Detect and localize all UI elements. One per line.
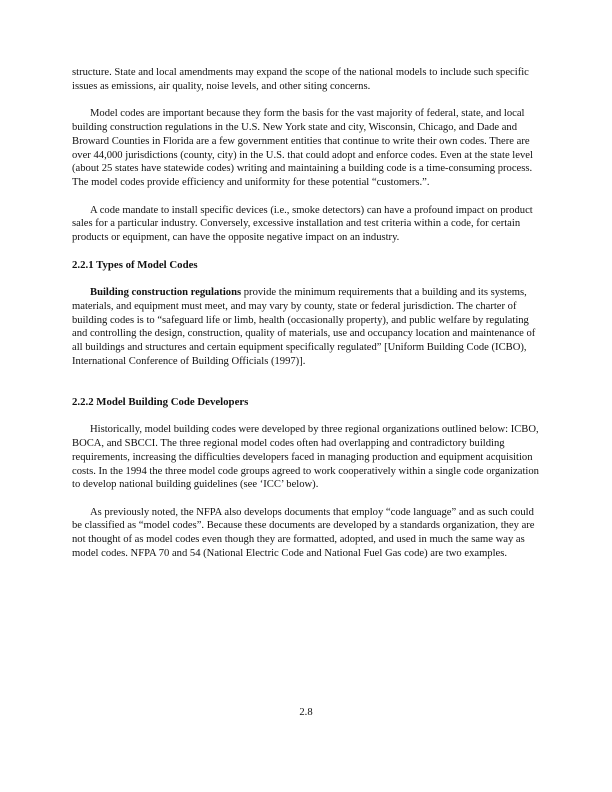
paragraph-amendments: structure. State and local amendments may expand the scope of the national models to include such specific issues as emissions, air quality, noise levels, and other siting concerns.: [72, 67, 529, 92]
paragraph-historical-developers: Historically, model building codes were developed by three regional organizations outlined below: ICBO, BOCA, and SBCCI. The three regional model codes often had overlapping and contradictory building requirements, increasing the difficulties developers faced in managing production and equipment acquisition costs. In the 1994 the three model code groups agreed to work cooperatively within a single code organization to develop national building guidelines (see ‘ICC’ below).: [72, 424, 539, 491]
paragraph-code-mandate: A code mandate to install specific devices (i.e., smoke detectors) can have a profound impact on product sales for a particular industry. Conversely, excessive installation and test criteria within a code, for certain products or equipment, can have the opposite negative impact on an industry.: [72, 204, 533, 244]
section-heading-types-of-model-codes: 2.2.1 Types of Model Codes: [72, 258, 198, 271]
paragraph-body-text: provide the minimum requirements that a building and its systems, materials, and equipment must meet, and may vary by county, state or federal jurisdiction. The charter of building codes is to “safeguard life or limb, health (occasionally property), and public welfare by regulating and controlling the design, construction, quality of materials, use and occupancy location and maintenance of all buildings and structures and certain equipment specifically regulated” [Uniform Building Code (ICBO), International Conference of Building Officials (1997)].: [72, 286, 536, 367]
bold-term-building-construction-regulations: Building construction regulations: [90, 286, 242, 298]
section-heading-model-building-code-developers: 2.2.2 Model Building Code Developers: [72, 395, 249, 408]
paragraph-building-construction-regulations: [72, 286, 544, 369]
paragraph-nfpa-documents: As previously noted, the NFPA also develops documents that employ “code language” and as such could be classified as “model codes”. Because these documents are developed by a standards organization, they are not thought of as model codes even though they are formatted, adopted, and used in much the same way as model codes. NFPA 70 and 54 (National Electric Code and National Fuel Gas code) are two examples.: [72, 506, 535, 560]
document-page: [72, 66, 544, 574]
paragraph-model-codes-importance: Model codes are important because they form the basis for the vast majority of federal, state, and local building construction regulations in the U.S. New York state and city, Wisconsin, Chicago, and Dade and Broward Counties in Florida are a few government entities that continue to write their own codes. There are over 44,000 jurisdictions (county, city) in the U.S. that could adopt and enforce codes. Even at the state level (about 25 states have statewide codes) writing and maintaining a building code is a time-consuming process. The model codes provide efficiency and uniformity for these potential “customers.”.: [72, 108, 533, 189]
page-number: 2.8: [299, 707, 313, 718]
